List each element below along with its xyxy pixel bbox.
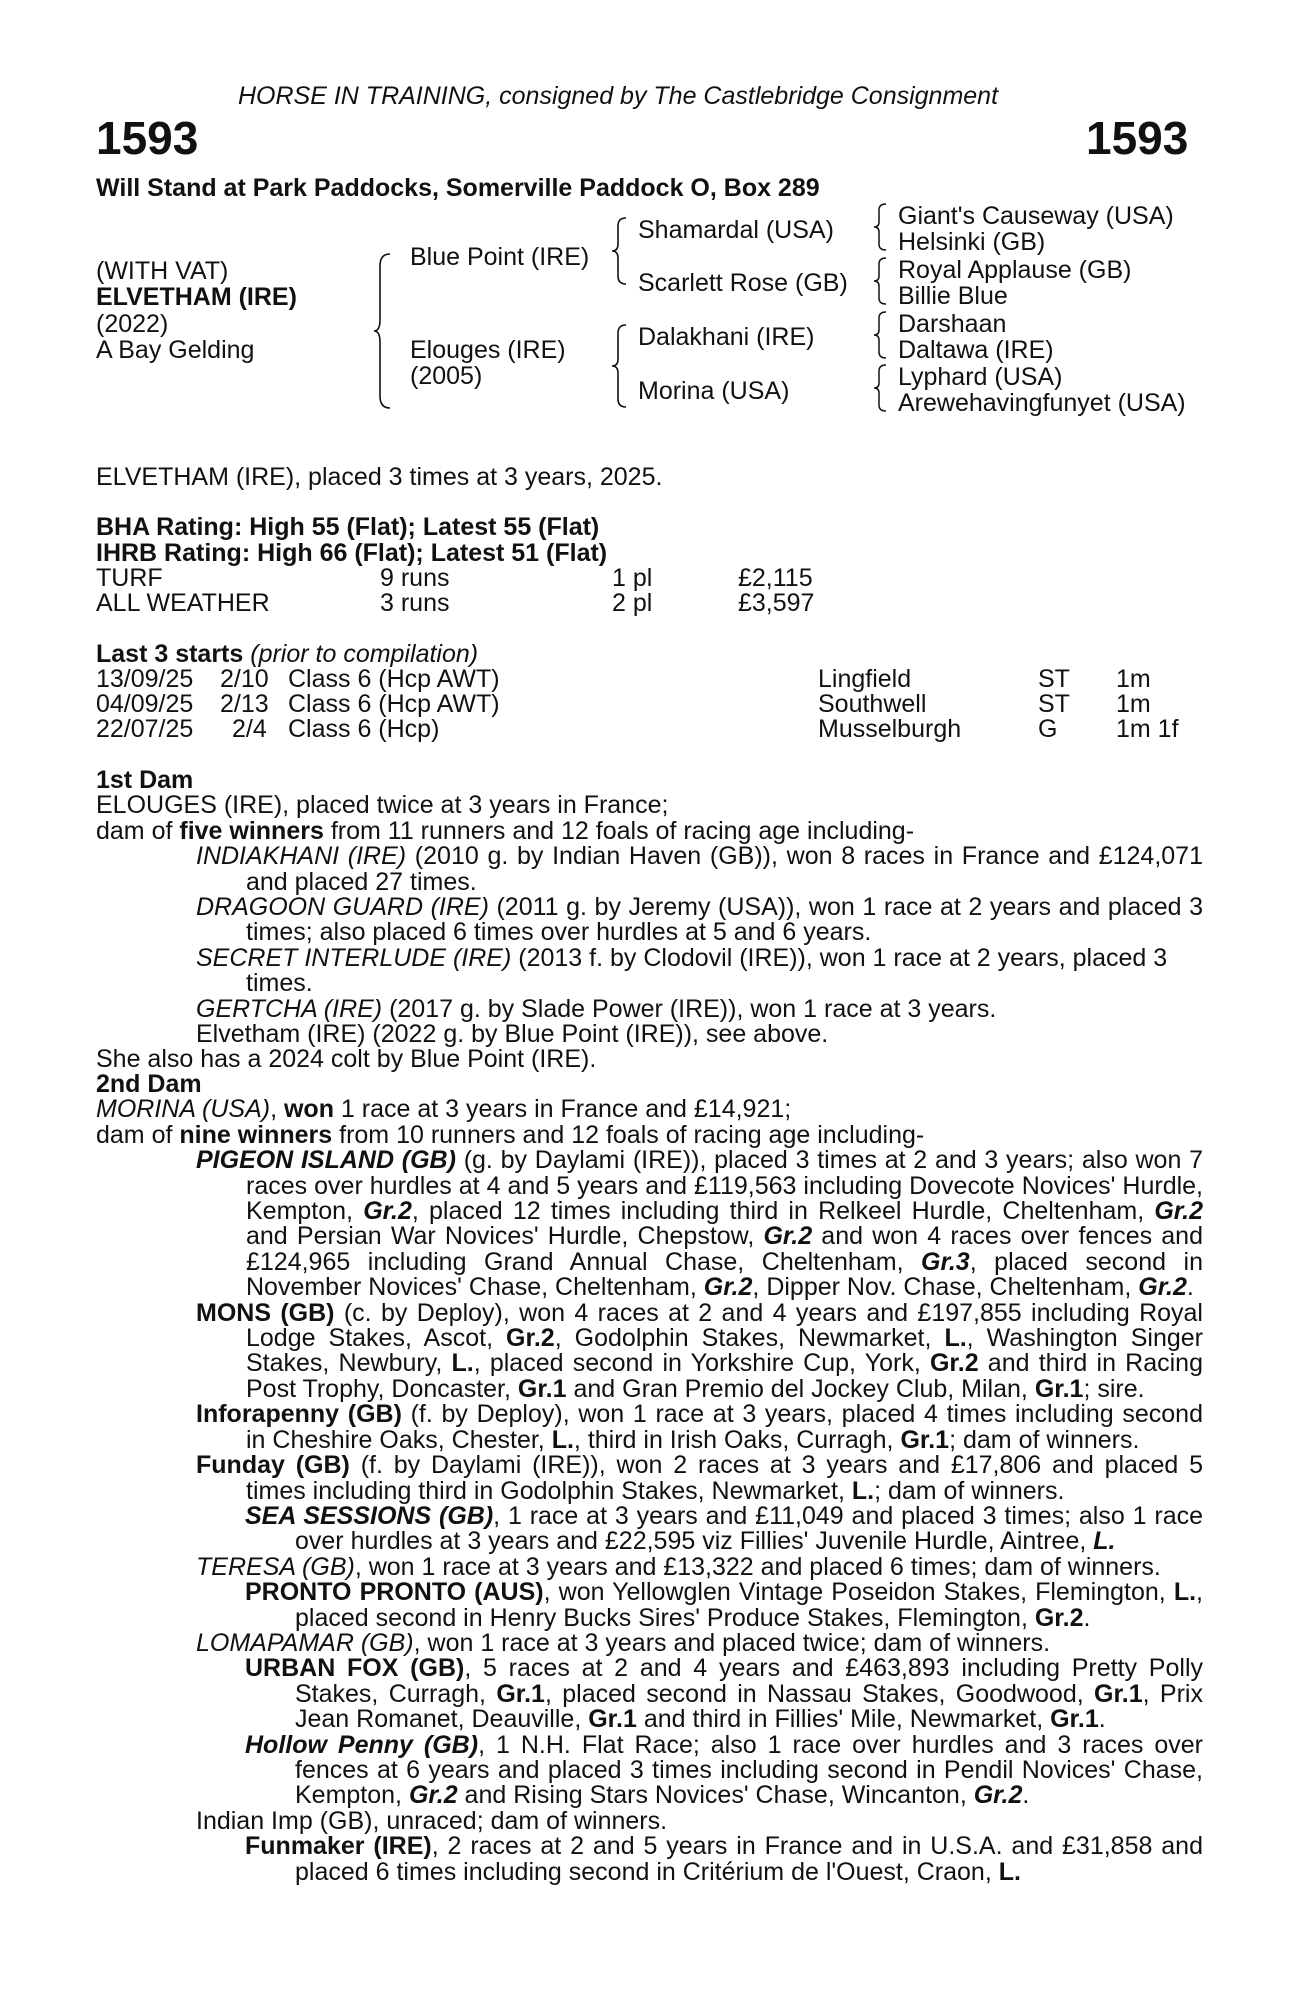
- produce-entry: INDIAKHANI (IRE) (2010 g. by Indian Haven (GB)), won 8 races in France and £124,071 and placed 27 times.: [196, 842, 1203, 896]
- start-position: 2/13: [220, 690, 269, 718]
- brace-g3: [872, 310, 890, 360]
- sire-dam: Scarlett Rose (GB): [638, 269, 848, 297]
- brace-main: [372, 252, 394, 410]
- brace-dam: [610, 323, 630, 409]
- ggdam-3: Daltawa (IRE): [898, 336, 1054, 364]
- start-course: Musselburgh: [818, 715, 962, 743]
- produce-entry: Hollow Penny (GB), 1 N.H. Flat Race; also 1 race over hurdles and 3 races over fences at 6 years and placed 3 times including second in Pendil Novices' Chase, Kempton, Gr.2 and Rising Stars Novices' Chase, Wincanton, Gr.2.: [245, 1730, 1203, 1810]
- last-starts-heading: [96, 641, 478, 667]
- produce-entry: Indian Imp (GB), unraced; dam of winners.: [196, 1806, 668, 1835]
- dam-sire: Dalakhani (IRE): [638, 323, 815, 351]
- produce-entry: GERTCHA (IRE) (2017 g. by Slade Power (IRE)), won 1 race at 3 years.: [196, 994, 997, 1023]
- second-dam-heading: 2nd Dam: [96, 1070, 202, 1098]
- produce-note: She also has a 2024 colt by Blue Point (IRE).: [96, 1045, 597, 1074]
- last-starts-title: Last 3 starts: [96, 640, 244, 668]
- ggsire-3: Darshaan: [898, 310, 1007, 338]
- ihrb-rating: IHRB Rating: High 66 (Flat); Latest 51 (Flat): [96, 539, 608, 567]
- dam-year: (2005): [410, 362, 483, 390]
- race-summary: ELVETHAM (IRE), placed 3 times at 3 years, 2025.: [96, 463, 663, 491]
- produce-entry: MONS (GB) (c. by Deploy), won 4 races at 2 and 4 years and £197,855 including Royal Lodge Stakes, Ascot, Gr.2, Godolphin Stakes, Newmarket, L., Washington Singer Stakes, Newbury, L., placed second in Yorkshire Cup, York, Gr.2 and third in Racing Post Trophy, Doncaster, Gr.1 and Gran Premio del Jockey Club, Milan, Gr.1; sire.: [196, 1298, 1203, 1403]
- lot-number-left: 1593: [96, 112, 199, 164]
- horse-name: ELVETHAM (IRE): [96, 283, 297, 311]
- start-going: G: [1038, 715, 1058, 743]
- produce-entry: DRAGOON GUARD (IRE) (2011 g. by Jeremy (USA)), won 1 race at 2 years and placed 3 times; also placed 6 times over hurdles at 5 and 6 years.: [196, 893, 1203, 947]
- catalogue-title: HORSE IN TRAINING, consigned by The Castlebridge Consignment: [238, 82, 999, 110]
- lot-number-right: 1593: [1086, 112, 1189, 164]
- start-date: 04/09/25: [96, 690, 194, 718]
- sire-sire: Shamardal (USA): [638, 216, 834, 244]
- produce-entry: URBAN FOX (GB), 5 races at 2 and 4 years and £463,893 including Pretty Polly Stakes, Curragh, Gr.1, placed second in Nassau Stakes, Goodwood, Gr.1, Prix Jean Romanet, Deauville, Gr.1 and third in Fillies' Mile, Newmarket, Gr.1.: [245, 1654, 1203, 1734]
- ggsire-1: Giant's Causeway (USA): [898, 202, 1174, 230]
- start-position: 2/10: [220, 665, 269, 693]
- start-going: ST: [1038, 665, 1070, 693]
- brace-sire: [610, 216, 630, 286]
- first-dam-line: ELOUGES (IRE), placed twice at 3 years in France;: [96, 791, 669, 820]
- produce-entry: SEA SESSIONS (GB), 1 race at 3 years and £11,049 and placed 3 times; also 1 race over hurdles at 3 years and £22,595 viz Fillies' Juvenile Hurdle, Aintree, L.: [245, 1501, 1203, 1556]
- first-dam-section: [96, 768, 1203, 1073]
- second-dam-section: [96, 1072, 1203, 1885]
- first-dam-heading: 1st Dam: [96, 766, 194, 794]
- turf-placed: 1 pl: [612, 564, 653, 592]
- ggdam-1: Helsinki (GB): [898, 228, 1046, 256]
- start-going: ST: [1038, 690, 1070, 718]
- start-course: Lingfield: [818, 665, 912, 693]
- produce-entry: PIGEON ISLAND (GB) (g. by Daylami (IRE)), placed 3 times at 2 and 3 years; also won 7 races over hurdles at 4 and 5 years and £119,563 including Dovecote Novices' Hurdle, Kempton, Gr.2, placed 12 times including third in Relkeel Hurdle, Cheltenham, Gr.2 and Persian War Novices' Hurdle, Chepstow, Gr.2 and won 4 races over fences and £124,965 including Grand Annual Chase, Cheltenham, Gr.3, placed second in November Novices' Chase, Cheltenham, Gr.2, Dipper Nov. Chase, Cheltenham, Gr.2.: [196, 1146, 1203, 1302]
- start-class: Class 6 (Hcp): [288, 715, 440, 743]
- brace-g1: [872, 202, 890, 252]
- vat-note: (WITH VAT): [96, 257, 229, 285]
- foaling-year: (2022): [96, 310, 169, 338]
- ggdam-4: Arewehavingfunyet (USA): [898, 389, 1186, 417]
- start-course: Southwell: [818, 690, 927, 718]
- brace-g4: [872, 363, 890, 413]
- ggdam-2: Billie Blue: [898, 282, 1008, 310]
- first-dam-produce-intro: dam of five winners from 11 runners and 12 foals of racing age including-: [96, 816, 915, 845]
- start-distance: 1m: [1116, 690, 1151, 718]
- produce-entry: Inforapenny (GB) (f. by Deploy), won 1 race at 3 years, placed 4 times including second in Cheshire Oaks, Chester, L., third in Irish Oaks, Curragh, Gr.1; dam of winners.: [196, 1400, 1203, 1454]
- ggsire-4: Lyphard (USA): [898, 363, 1063, 391]
- dam-name: Elouges (IRE): [410, 336, 566, 364]
- start-distance: 1m: [1116, 665, 1151, 693]
- ggsire-2: Royal Applause (GB): [898, 256, 1132, 284]
- start-date: 13/09/25: [96, 665, 194, 693]
- produce-entry: SECRET INTERLUDE (IRE) (2013 f. by Clodovil (IRE)), won 1 race at 2 years, placed 3 times.: [196, 943, 1168, 998]
- aw-placed: 2 pl: [612, 589, 653, 617]
- turf-runs: 9 runs: [380, 564, 450, 592]
- produce-entry: Elvetham (IRE) (2022 g. by Blue Point (IRE)), see above.: [196, 1020, 829, 1049]
- dam-dam: Morina (USA): [638, 377, 790, 405]
- produce-entry: Funday (GB) (f. by Daylami (IRE)), won 2 races at 3 years and £17,806 and placed 5 times including third in Godolphin Stakes, Newmarket, L.; dam of winners.: [196, 1451, 1203, 1505]
- produce-entry: Funmaker (IRE), 2 races at 2 and 5 years in France and in U.S.A. and £31,858 and placed 6 times including second in Critérium de l'Ouest, Craon, L.: [245, 1832, 1203, 1886]
- produce-entry: LOMAPAMAR (GB), won 1 race at 3 years and placed twice; dam of winners.: [196, 1628, 1051, 1657]
- brace-g2: [872, 256, 890, 306]
- start-position: 2/4: [232, 715, 267, 743]
- aw-prize: £3,597: [738, 589, 815, 617]
- aw-runs: 3 runs: [380, 589, 450, 617]
- last-starts-note: (prior to compilation): [250, 640, 479, 668]
- sire-name: Blue Point (IRE): [410, 243, 590, 271]
- produce-entry: PRONTO PRONTO (AUS), won Yellowglen Vintage Poseidon Stakes, Flemington, L., placed second in Henry Bucks Sires' Produce Stakes, Flemington, Gr.2.: [245, 1578, 1203, 1632]
- second-dam-line: MORINA (USA), won 1 race at 3 years in France and £14,921;: [96, 1095, 792, 1124]
- start-class: Class 6 (Hcp AWT): [288, 665, 500, 693]
- second-dam-produce-intro: dam of nine winners from 10 runners and 12 foals of racing age including-: [96, 1120, 925, 1149]
- start-class: Class 6 (Hcp AWT): [288, 690, 500, 718]
- turf-prize: £2,115: [738, 564, 813, 592]
- aw-surface: ALL WEATHER: [96, 589, 270, 617]
- produce-entry: TERESA (GB), won 1 race at 3 years and £13,322 and placed 6 times; dam of winners.: [196, 1552, 1161, 1581]
- turf-surface: TURF: [96, 564, 163, 592]
- bha-rating: BHA Rating: High 55 (Flat); Latest 55 (Flat): [96, 513, 600, 541]
- start-distance: 1m 1f: [1116, 715, 1179, 743]
- horse-description: A Bay Gelding: [96, 336, 255, 364]
- stand-location: Will Stand at Park Paddocks, Somerville Paddock O, Box 289: [96, 174, 820, 202]
- start-date: 22/07/25: [96, 715, 194, 743]
